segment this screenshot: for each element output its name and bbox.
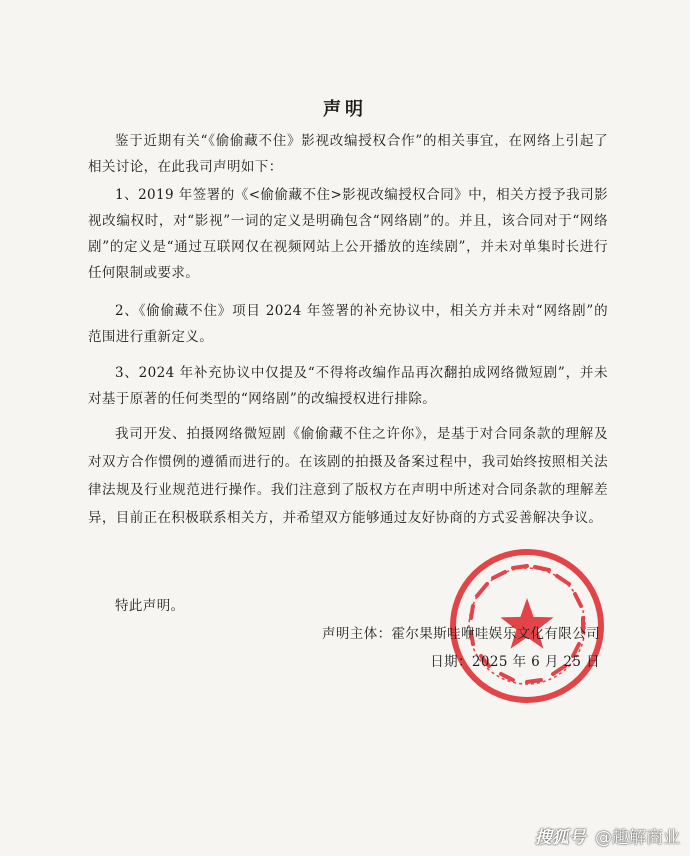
signature-entity: 声明主体：霍尔果斯哇咿哇娱乐文化有限公司 xyxy=(322,626,600,642)
point-2-paragraph: 2、《偷偷藏不住》项目 2024 年签署的补充协议中，相关方并未对“网络剧”的范围进行重新定义。 xyxy=(88,303,608,345)
watermark xyxy=(535,823,680,848)
closing-paragraph: 特此声明。 xyxy=(115,598,185,614)
intro-paragraph: 鉴于近期有关“《偷偷藏不住》影视改编授权合作”的相关事宜，在网络上引起了相关讨论，在此我司声明如下： xyxy=(88,133,608,175)
point-1-paragraph: 1、2019 年签署的《<偷偷藏不住>影视改编授权合同》中，相关方授予我司影视改编权时，对“影视”一词的定义是明确包含“网络剧”的。并且，该合同对于“网络剧”的定义是“通过互联网仅在视频网站上公开播放的连续剧”，并未对单集时长进行任何限制或要求。 xyxy=(88,187,608,281)
signature-date: 日期：2025 年 6 月 25 日 xyxy=(430,654,600,670)
document-title: 声明 xyxy=(323,99,367,120)
explanation-paragraph: 我司开发、拍摄网络微短剧《偷偷藏不住之许你》，是基于对合同条款的理解及对双方合作惯例的遵循而进行的。在该剧的拍摄及备案过程中，我司始终按照相关法律法规及行业规范进行操作。我们注意到了版权方在声明中所述对合同条款的理解差异，目前正在积极联系相关方，并希望双方能够通过友好协商的方式妥善解决争议。 xyxy=(88,426,608,526)
watermark-text: @趣解商业 xyxy=(595,828,680,848)
watermark-logo: 搜狐号 xyxy=(534,828,586,848)
point-3-paragraph: 3、2024 年补充协议中仅提及“不得将改编作品再次翻拍成网络微短剧”，并未对基于原著的任何类型的“网络剧”的改编授权进行排除。 xyxy=(88,365,608,407)
